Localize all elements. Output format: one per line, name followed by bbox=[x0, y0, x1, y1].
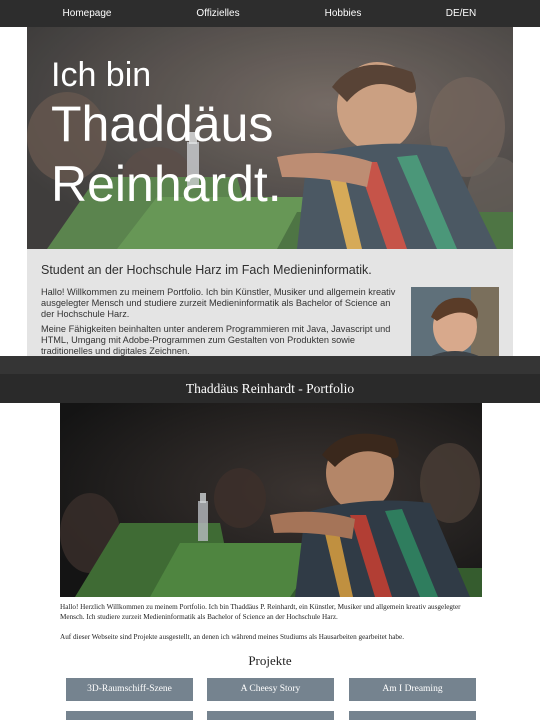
project-button-5[interactable] bbox=[207, 711, 334, 720]
portfolio-image bbox=[60, 403, 482, 597]
hero-greeting: Ich bin bbox=[51, 56, 152, 94]
project-button-am-i-dreaming[interactable]: Am I Dreaming bbox=[349, 678, 476, 701]
portfolio-photo bbox=[60, 403, 482, 597]
intro-paragraph-1: Hallo! Willkommen zu meinem Portfolio. Ich bin Künstler, Musiker und allgemein kreativ ausgelegter Mensch und studiere zurzeit Medieninformatik als Bachelor of Science an der Hochschule Harz. bbox=[41, 287, 396, 319]
nav-link-homepage[interactable]: Homepage bbox=[62, 8, 112, 19]
portrait-photo bbox=[411, 287, 499, 359]
divider-band bbox=[0, 356, 540, 374]
portfolio-title-bar bbox=[0, 374, 540, 403]
welcome-paragraph-1: Hallo! Herzlich Willkommen zu meinem Portfolio. Ich bin Thaddäus P. Reinhardt, ein Künstler, Musiker und allgemein kreativ ausgelegter Mensch. Ich studiere zurzeit Medieninformatik als Bachelor of Science an der Hochschule Harz. bbox=[60, 603, 461, 621]
hero-banner bbox=[27, 27, 513, 249]
project-button-4[interactable] bbox=[66, 711, 193, 720]
projects-heading: Projekte bbox=[248, 653, 292, 668]
intro-paragraph-2: Meine Fähigkeiten beinhalten unter anderem Programmieren mit Java, Javascript und HTML, Umgang mit Adobe-Programmen zum Gestalten von Produkten sowie traditionelles und digitales Zeichnen. bbox=[41, 324, 391, 356]
project-button-3d-raumschiff-szene[interactable]: 3D-Raumschiff-Szene bbox=[66, 678, 193, 701]
intro-section bbox=[27, 249, 513, 359]
top-navigation bbox=[0, 0, 540, 27]
project-button-6[interactable] bbox=[349, 711, 476, 720]
language-switch[interactable]: DE/EN bbox=[445, 8, 477, 19]
portrait-image bbox=[411, 287, 499, 359]
hero-first-name: Thaddäus bbox=[51, 96, 274, 152]
nav-link-offizielles[interactable]: Offizielles bbox=[196, 8, 240, 19]
hero-last-name: Reinhardt. bbox=[51, 156, 282, 212]
portfolio-title: Thaddäus Reinhardt - Portfolio bbox=[185, 381, 355, 396]
intro-headline: Student an der Hochschule Harz im Fach Medieninformatik. bbox=[41, 263, 372, 277]
welcome-paragraph-2: Auf dieser Webseite sind Projekte ausgestellt, an denen ich während meines Studiums als Hausarbeiten gearbeitet habe. bbox=[60, 633, 404, 641]
nav-link-hobbies[interactable]: Hobbies bbox=[324, 8, 362, 19]
project-button-a-cheesy-story[interactable]: A Cheesy Story bbox=[207, 678, 334, 701]
